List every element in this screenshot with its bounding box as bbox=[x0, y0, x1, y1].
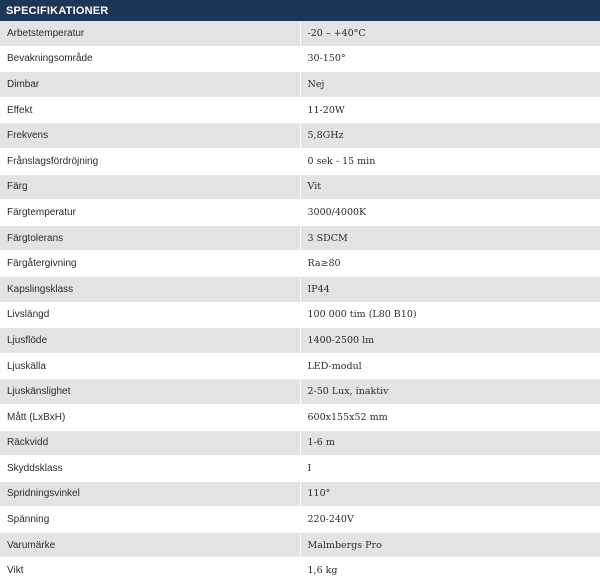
table-row bbox=[0, 532, 600, 558]
spec-value: 5,8GHz bbox=[300, 123, 600, 149]
spec-value: 1,6 kg bbox=[300, 558, 600, 584]
spec-value: 0 sek - 15 min bbox=[300, 148, 600, 174]
spec-value: Nej bbox=[300, 72, 600, 98]
table-row bbox=[0, 276, 600, 302]
spec-label: Varumärke bbox=[0, 532, 300, 558]
spec-label: Spänning bbox=[0, 507, 300, 533]
spec-value: 600x155x52 mm bbox=[300, 404, 600, 430]
spec-label: Skyddsklass bbox=[0, 456, 300, 482]
spec-label: Färg bbox=[0, 174, 300, 200]
spec-value: LED-modul bbox=[300, 353, 600, 379]
table-row bbox=[0, 404, 600, 430]
table-row bbox=[0, 507, 600, 533]
spec-label: Färgtemperatur bbox=[0, 200, 300, 226]
spec-label: Ljuskälla bbox=[0, 353, 300, 379]
table-row bbox=[0, 21, 600, 46]
spec-label: Mått (LxBxH) bbox=[0, 404, 300, 430]
spec-value: 11-20W bbox=[300, 97, 600, 123]
spec-label: Bevakningsområde bbox=[0, 46, 300, 72]
table-row bbox=[0, 456, 600, 482]
spec-label: Räckvidd bbox=[0, 430, 300, 456]
table-row bbox=[0, 123, 600, 149]
spec-label: Kapslingsklass bbox=[0, 276, 300, 302]
spec-value: I bbox=[300, 456, 600, 482]
spec-table-header: SPECIFIKATIONER bbox=[0, 0, 600, 21]
spec-label: Ljusflöde bbox=[0, 328, 300, 354]
table-row bbox=[0, 225, 600, 251]
table-row bbox=[0, 328, 600, 354]
spec-value: 1400-2500 lm bbox=[300, 328, 600, 354]
table-row bbox=[0, 379, 600, 405]
table-row bbox=[0, 558, 600, 584]
spec-value: 30-150° bbox=[300, 46, 600, 72]
spec-value: -20 – +40°C bbox=[300, 21, 600, 46]
spec-label: Effekt bbox=[0, 97, 300, 123]
table-row bbox=[0, 353, 600, 379]
table-row bbox=[0, 430, 600, 456]
spec-value: 1-6 m bbox=[300, 430, 600, 456]
spec-label: Livslängd bbox=[0, 302, 300, 328]
table-row bbox=[0, 148, 600, 174]
spec-value: 3 SDCM bbox=[300, 225, 600, 251]
spec-value: 220-240V bbox=[300, 507, 600, 533]
spec-value: 2-50 Lux, inaktiv bbox=[300, 379, 600, 405]
spec-label: Frekvens bbox=[0, 123, 300, 149]
table-row bbox=[0, 302, 600, 328]
spec-label: Spridningsvinkel bbox=[0, 481, 300, 507]
spec-value: Vit bbox=[300, 174, 600, 200]
table-row bbox=[0, 97, 600, 123]
table-row bbox=[0, 72, 600, 98]
table-row bbox=[0, 46, 600, 72]
spec-label: Frånslagsfördröjning bbox=[0, 148, 300, 174]
spec-value: Malmbergs Pro bbox=[300, 532, 600, 558]
table-row bbox=[0, 174, 600, 200]
spec-label: Arbetstemperatur bbox=[0, 21, 300, 46]
spec-label: Färgåtergivning bbox=[0, 251, 300, 277]
table-row bbox=[0, 200, 600, 226]
spec-label: Ljuskänslighet bbox=[0, 379, 300, 405]
spec-value: Ra≥80 bbox=[300, 251, 600, 277]
spec-label: Vikt bbox=[0, 558, 300, 584]
spec-label: Dimbar bbox=[0, 72, 300, 98]
spec-label: Färgtolerans bbox=[0, 225, 300, 251]
spec-value: IP44 bbox=[300, 276, 600, 302]
spec-value: 110° bbox=[300, 481, 600, 507]
spec-value: 100 000 tim (L80 B10) bbox=[300, 302, 600, 328]
spec-value: 3000/4000K bbox=[300, 200, 600, 226]
spec-table-body bbox=[0, 21, 600, 584]
table-row bbox=[0, 251, 600, 277]
table-row bbox=[0, 481, 600, 507]
